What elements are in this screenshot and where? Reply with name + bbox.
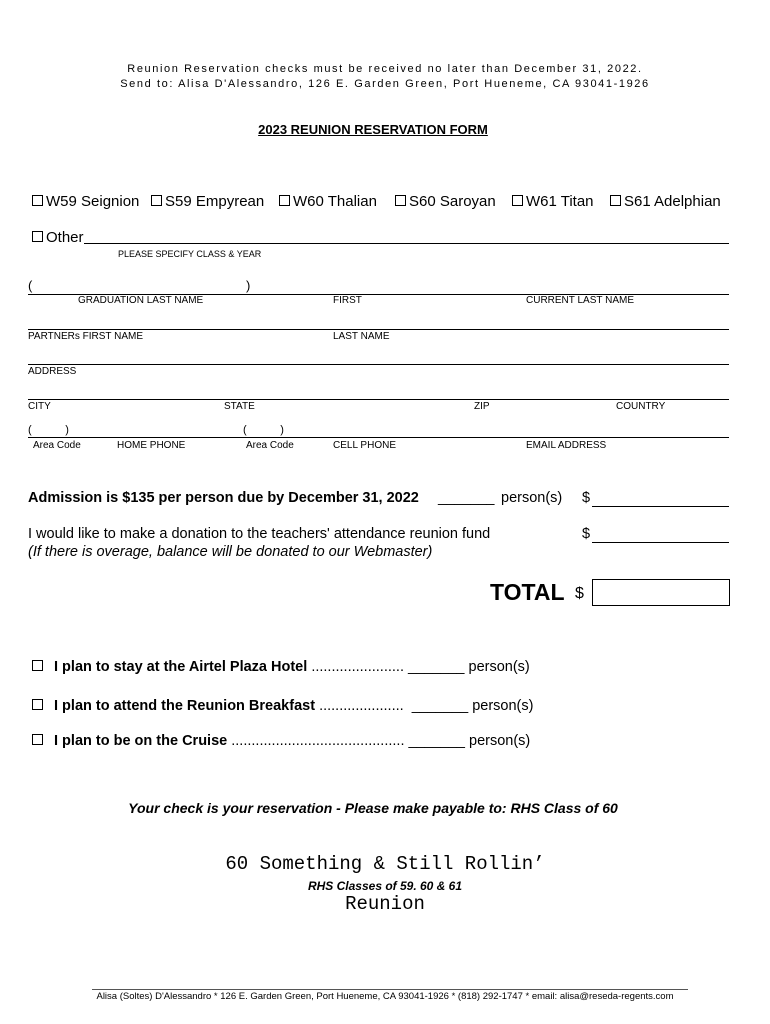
other-input-line[interactable]: [84, 243, 729, 244]
label-cell-phone: CELL PHONE: [333, 440, 396, 451]
label-zip: ZIP: [474, 401, 490, 412]
phone-input-line[interactable]: [28, 437, 729, 438]
total-dollar-sign: $: [575, 585, 584, 602]
city-input-line[interactable]: [28, 399, 729, 400]
partner-input-line[interactable]: [28, 329, 729, 330]
paren-close: ): [246, 278, 251, 293]
donation-note: (If there is overage, balance will be donated to our Webmaster): [28, 544, 433, 560]
checkbox[interactable]: [32, 195, 43, 206]
class-option-w61[interactable]: W61 Titan: [512, 193, 594, 210]
plan-hotel[interactable]: I plan to stay at the Airtel Plaza Hotel ....................... _______ person(s): [32, 659, 530, 675]
donation-text: I would like to make a donation to the teachers' attendance reunion fund: [28, 526, 491, 542]
area-code-paren-2: ( ): [243, 424, 284, 436]
paren-open: (: [28, 278, 33, 293]
checkbox[interactable]: [32, 699, 43, 710]
label-partners-first-name: PARTNERs FIRST NAME: [28, 331, 144, 342]
donation-dollar-sign: $: [582, 526, 591, 542]
label-country: COUNTRY: [616, 401, 666, 412]
address-input-line[interactable]: [28, 364, 729, 365]
checkbox[interactable]: [32, 660, 43, 671]
checkbox[interactable]: [32, 231, 43, 242]
label-address: ADDRESS: [28, 366, 77, 377]
checkbox[interactable]: [512, 195, 523, 206]
total-label: TOTAL: [490, 579, 565, 605]
label-city: CITY: [28, 401, 51, 412]
payable-instructions: Your check is your reservation - Please make payable to: RHS Class of 60: [128, 800, 618, 816]
checkbox[interactable]: [610, 195, 621, 206]
admission-persons-label: person(s): [501, 490, 563, 506]
label-first: FIRST: [333, 295, 362, 306]
total-amount-box[interactable]: [592, 579, 730, 606]
label-last-name: LAST NAME: [333, 331, 390, 342]
area-code-paren-1: ( ): [28, 424, 69, 436]
slogan: 60 Something & Still Rollin’: [225, 853, 545, 875]
form-title: 2023 REUNION RESERVATION FORM: [258, 122, 488, 137]
admission-dollar-sign: $: [582, 490, 591, 506]
label-home-phone: HOME PHONE: [117, 440, 186, 451]
admission-amount-line[interactable]: [592, 506, 729, 507]
footer-contact: Alisa (Soltes) D'Alessandro * 126 E. Garden Green, Port Hueneme, CA 93041-1926 * (818) 292-1747 * email: alisa@reseda-regents.com: [96, 991, 674, 1002]
checkbox[interactable]: [279, 195, 290, 206]
label-current-last-name: CURRENT LAST NAME: [526, 295, 634, 306]
class-option-s61[interactable]: S61 Adelphian: [610, 193, 721, 210]
other-hint: PLEASE SPECIFY CLASS & YEAR: [118, 249, 262, 259]
label-email-address: EMAIL ADDRESS: [526, 440, 607, 451]
reunion-word: Reunion: [345, 893, 425, 915]
checkbox[interactable]: [395, 195, 406, 206]
footer-rule: [92, 989, 688, 990]
plan-breakfast[interactable]: I plan to attend the Reunion Breakfast ..................... _______ person(s): [32, 698, 533, 714]
class-option-s60[interactable]: S60 Saroyan: [395, 193, 496, 210]
label-area-code-home: Area Code: [33, 440, 81, 451]
checkbox[interactable]: [32, 734, 43, 745]
admission-text: Admission is $135 per person due by December 31, 2022: [28, 490, 419, 506]
label-graduation-last-name: GRADUATION LAST NAME: [78, 295, 204, 306]
header-send-to: Send to: Alisa D'Alessandro, 126 E. Garden Green, Port Hueneme, CA 93041-1926: [120, 78, 650, 90]
class-option-w59[interactable]: W59 Seignion: [32, 193, 139, 210]
class-option-s59[interactable]: S59 Empyrean: [151, 193, 264, 210]
label-state: STATE: [224, 401, 255, 412]
admission-persons-blank[interactable]: _______: [438, 490, 495, 506]
donation-amount-line[interactable]: [592, 542, 729, 543]
checkbox[interactable]: [151, 195, 162, 206]
class-option-other[interactable]: Other: [32, 229, 84, 246]
label-area-code-cell: Area Code: [246, 440, 294, 451]
header-deadline: Reunion Reservation checks must be received no later than December 31, 2022.: [127, 63, 643, 75]
classes-line: RHS Classes of 59. 60 & 61: [307, 879, 463, 893]
plan-cruise[interactable]: I plan to be on the Cruise ........................................... _______ person(s): [32, 733, 530, 749]
class-option-w60[interactable]: W60 Thalian: [279, 193, 377, 210]
